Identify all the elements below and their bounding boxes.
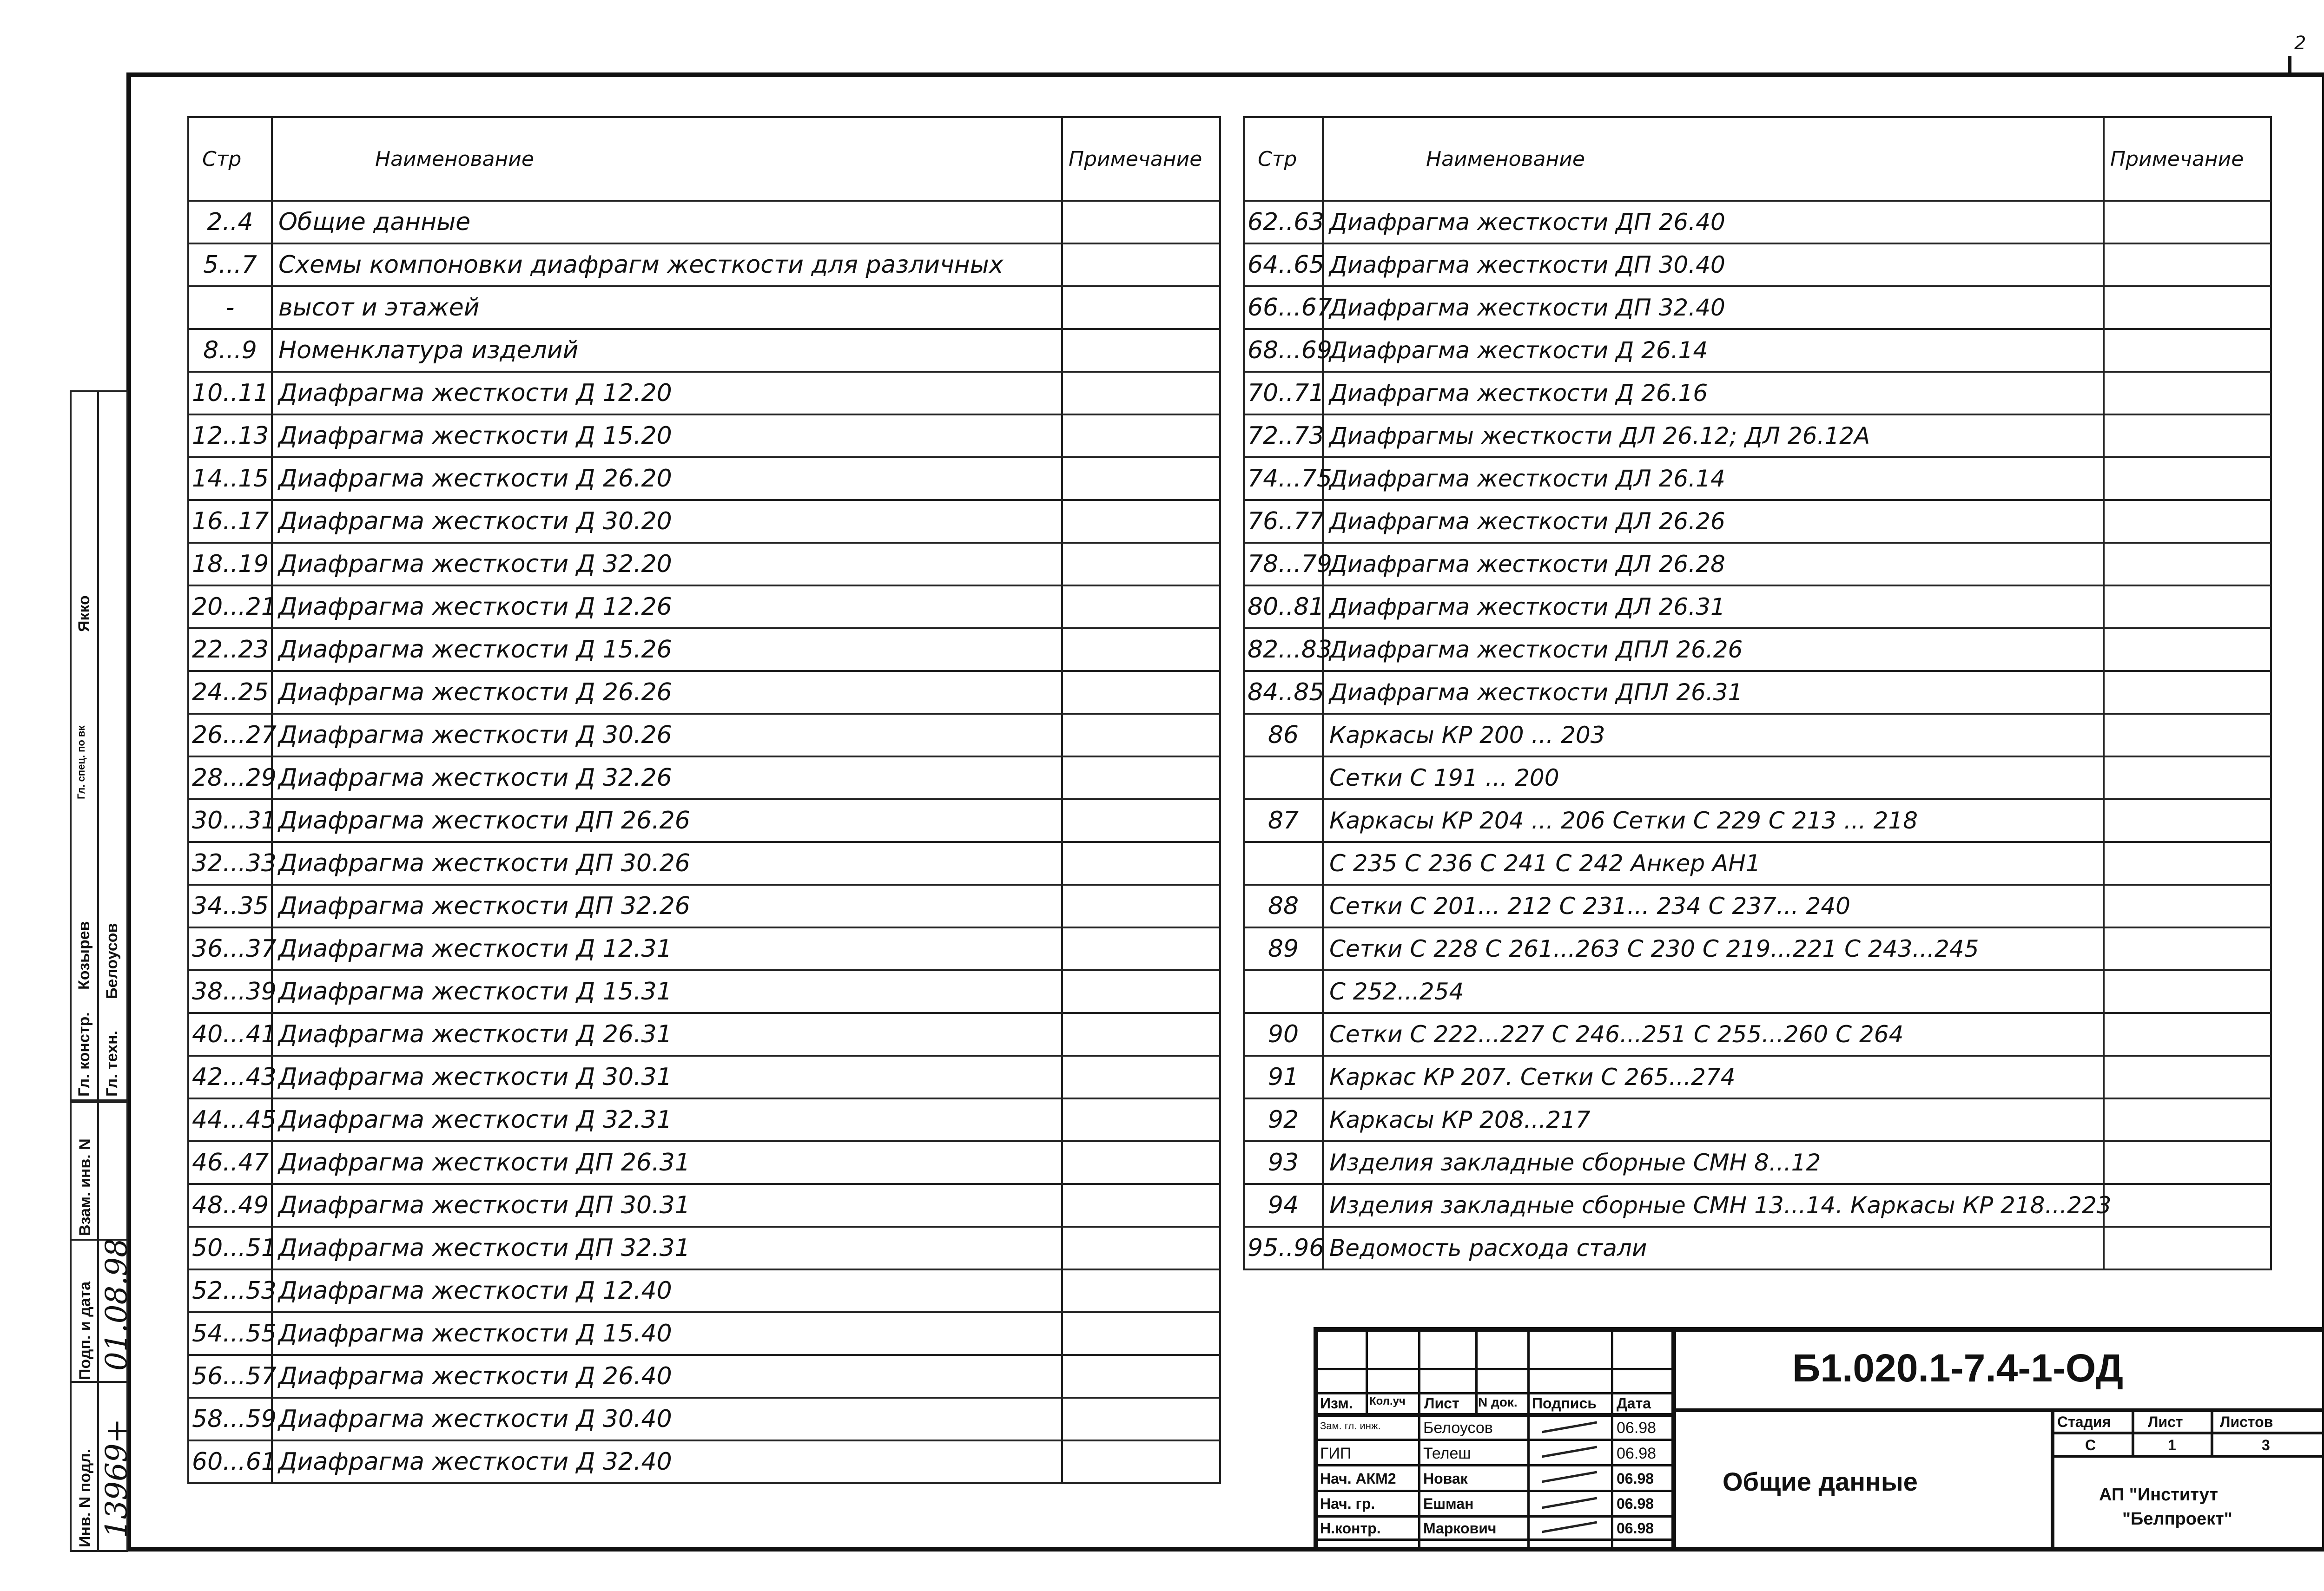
row-note xyxy=(2104,500,2271,543)
row-name: Диафрагма жесткости ДЛ 26.26 xyxy=(1323,500,2104,543)
row-name: высот и этажей xyxy=(272,286,1062,329)
strip-label-inv: Инв. N подл. xyxy=(76,1448,94,1547)
row-name: Диафрагма жесткости Д 12.31 xyxy=(272,927,1062,970)
row-page: 12..13 xyxy=(188,414,272,457)
row-note xyxy=(2104,1013,2271,1056)
row-note xyxy=(2104,329,2271,372)
table-row xyxy=(1244,799,2271,842)
row-name: Диафрагма жесткости Д 26.31 xyxy=(272,1013,1062,1056)
row-page: - xyxy=(188,286,272,329)
table-row xyxy=(188,1398,1220,1440)
signature xyxy=(1541,1467,1597,1483)
row-name: Диафрагма жесткости Д 12.20 xyxy=(272,372,1062,414)
stage-value: С xyxy=(2085,1437,2096,1453)
table-row xyxy=(1244,1227,2271,1269)
table-row xyxy=(1244,1056,2271,1098)
row-note xyxy=(2104,756,2271,799)
sheet-corner-mark: 2 xyxy=(2294,33,2306,54)
row-page: 95..96 xyxy=(1244,1227,1323,1269)
col-header-page: Стр xyxy=(1244,117,1323,201)
row-page: 44...45 xyxy=(188,1098,272,1141)
row-name: Диафрагма жесткости Д 15.40 xyxy=(272,1312,1062,1355)
row-name: Изделия закладные сборные СМН 13...14. Каркасы КР 218...223 xyxy=(1323,1184,2104,1227)
row-name: Изделия закладные сборные СМН 8...12 xyxy=(1323,1141,2104,1184)
row-note xyxy=(1062,1227,1220,1269)
sheet-value: 1 xyxy=(2168,1437,2176,1453)
row-name: Диафрагма жесткости ДП 30.31 xyxy=(272,1184,1062,1227)
table-row xyxy=(1244,543,2271,585)
row-page: 24..25 xyxy=(188,671,272,714)
row-page: 62..63 xyxy=(1244,201,1323,243)
row-page: 38...39 xyxy=(188,970,272,1013)
row-page: 42...43 xyxy=(188,1056,272,1098)
row-note xyxy=(1062,1141,1220,1184)
table-row xyxy=(188,756,1220,799)
row-name: Диафрагма жесткости Д 26.14 xyxy=(1323,329,2104,372)
row-note xyxy=(1062,1013,1220,1056)
row-page: 86 xyxy=(1244,714,1323,756)
org-line-1: АП "Институт xyxy=(2099,1485,2218,1505)
row-page: 92 xyxy=(1244,1098,1323,1141)
row-name: Сетки С 228 С 261...263 С 230 С 219...221 С 243...245 xyxy=(1323,927,2104,970)
org-line-2: "Белпроект" xyxy=(2122,1509,2232,1529)
table-row xyxy=(188,927,1220,970)
row-page: 78...79 xyxy=(1244,543,1323,585)
row-note xyxy=(1062,885,1220,927)
tb-role: Н.контр. xyxy=(1320,1520,1381,1537)
row-note xyxy=(2104,842,2271,885)
row-name: Диафрагма жесткости Д 12.26 xyxy=(272,585,1062,628)
tb-person-name: Маркович xyxy=(1423,1520,1497,1537)
row-note xyxy=(2104,543,2271,585)
table-row xyxy=(188,1312,1220,1355)
row-note xyxy=(2104,1056,2271,1098)
contents-table-right xyxy=(1243,116,2272,1270)
row-page: 84..85 xyxy=(1244,671,1323,714)
strip-label-gl-konstr: Гл. констр. xyxy=(75,1012,93,1097)
row-page: 22..23 xyxy=(188,628,272,671)
row-page: 68...69 xyxy=(1244,329,1323,372)
signature xyxy=(1541,1518,1597,1533)
tb-person-name: Новак xyxy=(1423,1470,1468,1487)
table-row xyxy=(1244,201,2271,243)
table-row xyxy=(188,329,1220,372)
col-header-note: Примечание xyxy=(1062,117,1220,201)
row-name: Диафрагма жесткости Д 12.40 xyxy=(272,1269,1062,1312)
tb-role: Зам. гл. инж. xyxy=(1320,1420,1381,1432)
row-note xyxy=(1062,1440,1220,1483)
document-title: Общие данные xyxy=(1723,1467,1918,1496)
row-name: Диафрагма жесткости ДЛ 26.28 xyxy=(1323,543,2104,585)
table-row xyxy=(188,885,1220,927)
row-page: 8...9 xyxy=(188,329,272,372)
col-header-name: Наименование xyxy=(272,117,1062,201)
row-page: 54...55 xyxy=(188,1312,272,1355)
row-note xyxy=(1062,243,1220,286)
tb-header-ndok: N док. xyxy=(1478,1395,1518,1409)
row-page: 16..17 xyxy=(188,500,272,543)
row-page: 30...31 xyxy=(188,799,272,842)
row-note xyxy=(1062,457,1220,500)
row-note xyxy=(1062,286,1220,329)
row-note xyxy=(1062,842,1220,885)
row-name: Диафрагма жесткости Д 32.20 xyxy=(272,543,1062,585)
row-name: Диафрагма жесткости ДЛ 26.31 xyxy=(1323,585,2104,628)
row-name: Сетки С 191 ... 200 xyxy=(1323,756,2104,799)
tb-person-name: Белоусов xyxy=(1423,1419,1493,1437)
row-name: Диафрагма жесткости Д 30.20 xyxy=(272,500,1062,543)
row-name: Диафрагма жесткости ДП 32.31 xyxy=(272,1227,1062,1269)
table-row xyxy=(1244,671,2271,714)
table-row xyxy=(1244,970,2271,1013)
row-note xyxy=(2104,585,2271,628)
table-row xyxy=(188,970,1220,1013)
strip-value-inv: 13969+ xyxy=(99,1418,134,1538)
tb-date: 06.98 xyxy=(1617,1520,1654,1537)
row-note xyxy=(1062,1269,1220,1312)
row-page: 70..71 xyxy=(1244,372,1323,414)
sheet-label: Лист xyxy=(2148,1413,2183,1430)
row-name: Каркасы КР 200 ... 203 xyxy=(1323,714,2104,756)
tb-role: Нач. гр. xyxy=(1320,1495,1375,1512)
row-note xyxy=(1062,970,1220,1013)
table-row xyxy=(188,201,1220,243)
row-note xyxy=(1062,1398,1220,1440)
tb-header-data: Дата xyxy=(1617,1395,1651,1412)
table-row xyxy=(188,1013,1220,1056)
row-page: 91 xyxy=(1244,1056,1323,1098)
table-row xyxy=(1244,286,2271,329)
table-row xyxy=(188,543,1220,585)
tb-header-list: Лист xyxy=(1424,1395,1459,1412)
row-note xyxy=(1062,1355,1220,1398)
row-note xyxy=(1062,414,1220,457)
strip-name-gl-tekhn: Белоусов xyxy=(103,923,121,999)
row-note xyxy=(1062,927,1220,970)
row-page xyxy=(1244,970,1323,1013)
row-name: Диафрагма жесткости ДП 26.31 xyxy=(272,1141,1062,1184)
col-header-name: Наименование xyxy=(1323,117,2104,201)
table-row xyxy=(188,1098,1220,1141)
tb-date: 06.98 xyxy=(1617,1495,1654,1512)
strip-name-gl-spec2: Якко xyxy=(75,595,93,632)
row-name: Диафрагма жесткости ДП 26.26 xyxy=(272,799,1062,842)
row-name: Диафрагма жесткости ДП 32.26 xyxy=(272,885,1062,927)
table-row xyxy=(1244,329,2271,372)
row-name: Диафрагма жесткости Д 15.31 xyxy=(272,970,1062,1013)
document-code: Б1.020.1-7.4-1-ОД xyxy=(1792,1346,2124,1390)
row-note xyxy=(1062,671,1220,714)
row-note xyxy=(2104,628,2271,671)
row-note xyxy=(1062,585,1220,628)
row-note xyxy=(2104,201,2271,243)
row-page: 93 xyxy=(1244,1141,1323,1184)
row-note xyxy=(2104,1227,2271,1269)
row-page: 28...29 xyxy=(188,756,272,799)
row-note xyxy=(1062,714,1220,756)
signature xyxy=(1541,1493,1597,1509)
row-name: Диафрагма жесткости Д 32.40 xyxy=(272,1440,1062,1483)
table-row xyxy=(188,243,1220,286)
table-row xyxy=(188,1227,1220,1269)
row-name: Диафрагма жесткости ДП 32.40 xyxy=(1323,286,2104,329)
row-note xyxy=(2104,671,2271,714)
row-note xyxy=(1062,543,1220,585)
row-page: 18..19 xyxy=(188,543,272,585)
contents-table-left xyxy=(187,116,1221,1484)
row-note xyxy=(2104,286,2271,329)
table-row xyxy=(188,1355,1220,1398)
row-name: Диафрагма жесткости ДП 30.26 xyxy=(272,842,1062,885)
sheets-label: Листов xyxy=(2220,1413,2273,1430)
table-row xyxy=(188,1440,1220,1483)
row-name: Диафрагма жесткости Д 15.20 xyxy=(272,414,1062,457)
row-name: Диафрагма жесткости Д 30.40 xyxy=(272,1398,1062,1440)
stage-label: Стадия xyxy=(2057,1413,2111,1430)
row-page: 90 xyxy=(1244,1013,1323,1056)
row-name: Номенклатура изделий xyxy=(272,329,1062,372)
table-row xyxy=(188,1184,1220,1227)
row-page: 36...37 xyxy=(188,927,272,970)
row-name: Сетки С 201... 212 С 231... 234 С 237... 240 xyxy=(1323,885,2104,927)
strip-label-gl-tekhn: Гл. техн. xyxy=(103,1030,121,1097)
row-page: 56...57 xyxy=(188,1355,272,1398)
corner-tick xyxy=(2288,56,2291,72)
table-row xyxy=(1244,756,2271,799)
row-note xyxy=(2104,372,2271,414)
table-row xyxy=(1244,1141,2271,1184)
col-header-note: Примечание xyxy=(2104,117,2271,201)
row-page: 20...21 xyxy=(188,585,272,628)
table-row xyxy=(1244,927,2271,970)
table-row xyxy=(1244,372,2271,414)
row-name: Каркасы КР 204 ... 206 Сетки С 229 С 213 ... 218 xyxy=(1323,799,2104,842)
row-name: С 235 С 236 С 241 С 242 Анкер АН1 xyxy=(1323,842,2104,885)
row-page: 94 xyxy=(1244,1184,1323,1227)
tb-header-kolich: Кол.уч xyxy=(1369,1395,1406,1407)
row-name: Каркас КР 207. Сетки С 265...274 xyxy=(1323,1056,2104,1098)
row-name: Сетки С 222...227 С 246...251 С 255...260 С 264 xyxy=(1323,1013,2104,1056)
row-note xyxy=(2104,970,2271,1013)
row-name: Диафрагма жесткости Д 26.20 xyxy=(272,457,1062,500)
strip-label-gl-spec2: Гл. спец. по вк xyxy=(75,725,87,799)
row-page: 66...67 xyxy=(1244,286,1323,329)
row-name: Диафрагма жесткости ДП 26.40 xyxy=(1323,201,2104,243)
row-note xyxy=(2104,243,2271,286)
row-name: Диафрагма жесткости ДЛ 26.14 xyxy=(1323,457,2104,500)
row-page: 58...59 xyxy=(188,1398,272,1440)
table-row xyxy=(188,1269,1220,1312)
table-row xyxy=(188,500,1220,543)
table-row xyxy=(188,585,1220,628)
row-name: Диафрагма жесткости Д 15.26 xyxy=(272,628,1062,671)
row-note xyxy=(1062,500,1220,543)
table-row xyxy=(188,671,1220,714)
row-page: 32...33 xyxy=(188,842,272,885)
tb-date: 06.98 xyxy=(1617,1470,1654,1487)
row-page: 26...27 xyxy=(188,714,272,756)
row-name: Диафрагма жесткости Д 32.26 xyxy=(272,756,1062,799)
row-name: Общие данные xyxy=(272,201,1062,243)
table-row xyxy=(1244,585,2271,628)
row-note xyxy=(1062,799,1220,842)
table-row xyxy=(188,414,1220,457)
table-row xyxy=(1244,243,2271,286)
row-note xyxy=(2104,927,2271,970)
row-page xyxy=(1244,756,1323,799)
row-note xyxy=(1062,756,1220,799)
table-row xyxy=(1244,457,2271,500)
row-note xyxy=(1062,372,1220,414)
row-page: 52...53 xyxy=(188,1269,272,1312)
row-name: Диафрагма жесткости Д 26.16 xyxy=(1323,372,2104,414)
row-name: Ведомость расхода стали xyxy=(1323,1227,2104,1269)
row-note xyxy=(2104,1141,2271,1184)
row-name: Диафрагма жесткости Д 32.31 xyxy=(272,1098,1062,1141)
row-note xyxy=(1062,1312,1220,1355)
tb-date: 06.98 xyxy=(1617,1445,1657,1462)
row-name: Каркасы КР 208...217 xyxy=(1323,1098,2104,1141)
row-name: Диафрагма жесткости ДП 30.40 xyxy=(1323,243,2104,286)
title-block xyxy=(1314,1327,2324,1552)
row-page: 46..47 xyxy=(188,1141,272,1184)
row-page: 14..15 xyxy=(188,457,272,500)
row-page: 72..73 xyxy=(1244,414,1323,457)
row-name: Диафрагма жесткости ДПЛ 26.31 xyxy=(1323,671,2104,714)
row-note xyxy=(1062,329,1220,372)
signature xyxy=(1541,1442,1597,1458)
table-row xyxy=(1244,1013,2271,1056)
row-note xyxy=(1062,1184,1220,1227)
row-note xyxy=(2104,714,2271,756)
table-row xyxy=(1244,885,2271,927)
table-row xyxy=(1244,714,2271,756)
row-name: С 252...254 xyxy=(1323,970,2104,1013)
row-page: 40...41 xyxy=(188,1013,272,1056)
table-row xyxy=(188,372,1220,414)
row-name: Диафрагма жесткости Д 26.26 xyxy=(272,671,1062,714)
row-page: 88 xyxy=(1244,885,1323,927)
approval-strip xyxy=(70,390,134,1552)
row-note xyxy=(1062,201,1220,243)
tb-person-name: Телеш xyxy=(1423,1445,1471,1462)
row-page: 5...7 xyxy=(188,243,272,286)
tb-header-podpis: Подпись xyxy=(1532,1395,1597,1412)
table-row xyxy=(188,1056,1220,1098)
row-page xyxy=(1244,842,1323,885)
tb-date: 06.98 xyxy=(1617,1419,1657,1437)
row-note xyxy=(2104,885,2271,927)
row-name: Диафрагма жесткости Д 26.40 xyxy=(272,1355,1062,1398)
row-page: 74...75 xyxy=(1244,457,1323,500)
table-row xyxy=(1244,500,2271,543)
row-note xyxy=(1062,1056,1220,1098)
row-page: 50...51 xyxy=(188,1227,272,1269)
tb-person-name: Ешман xyxy=(1423,1495,1474,1512)
row-note xyxy=(2104,414,2271,457)
row-note xyxy=(2104,1098,2271,1141)
row-name: Схемы компоновки диафрагм жесткости для различных xyxy=(272,243,1062,286)
col-header-page: Стр xyxy=(188,117,272,201)
row-page: 64..65 xyxy=(1244,243,1323,286)
row-note xyxy=(2104,457,2271,500)
row-name: Диафрагма жесткости Д 30.31 xyxy=(272,1056,1062,1098)
table-row xyxy=(1244,628,2271,671)
row-page: 48..49 xyxy=(188,1184,272,1227)
table-row xyxy=(188,799,1220,842)
row-page: 89 xyxy=(1244,927,1323,970)
row-name: Диафрагма жесткости ДПЛ 26.26 xyxy=(1323,628,2104,671)
tb-role: Нач. АКМ2 xyxy=(1320,1470,1396,1487)
strip-label-vzam: Взам. инв. N xyxy=(76,1138,94,1236)
table-row xyxy=(188,286,1220,329)
row-page: 76..77 xyxy=(1244,500,1323,543)
table-row xyxy=(188,714,1220,756)
strip-name-gl-konstr: Козырев xyxy=(75,921,93,990)
tb-header-izm: Изм. xyxy=(1320,1395,1353,1412)
table-row xyxy=(1244,414,2271,457)
strip-value-podp: 01.08.98 xyxy=(99,1238,134,1371)
row-page: 60...61 xyxy=(188,1440,272,1483)
row-page: 87 xyxy=(1244,799,1323,842)
row-page: 2..4 xyxy=(188,201,272,243)
table-row xyxy=(188,842,1220,885)
row-page: 82...83 xyxy=(1244,628,1323,671)
row-name: Диафрагмы жесткости ДЛ 26.12; ДЛ 26.12А xyxy=(1323,414,2104,457)
tb-role: ГИП xyxy=(1320,1445,1352,1462)
signature xyxy=(1541,1418,1597,1433)
sheets-value: 3 xyxy=(2262,1437,2270,1453)
table-row xyxy=(188,628,1220,671)
row-note xyxy=(2104,799,2271,842)
table-row xyxy=(188,1141,1220,1184)
table-row xyxy=(1244,1098,2271,1141)
row-page: 34..35 xyxy=(188,885,272,927)
table-row xyxy=(1244,1184,2271,1227)
row-note xyxy=(2104,1184,2271,1227)
table-row xyxy=(1244,842,2271,885)
table-row xyxy=(188,457,1220,500)
strip-label-podp: Подп. и дата xyxy=(76,1281,94,1380)
row-note xyxy=(1062,628,1220,671)
row-page: 10..11 xyxy=(188,372,272,414)
row-note xyxy=(1062,1098,1220,1141)
row-page: 80..81 xyxy=(1244,585,1323,628)
row-name: Диафрагма жесткости Д 30.26 xyxy=(272,714,1062,756)
